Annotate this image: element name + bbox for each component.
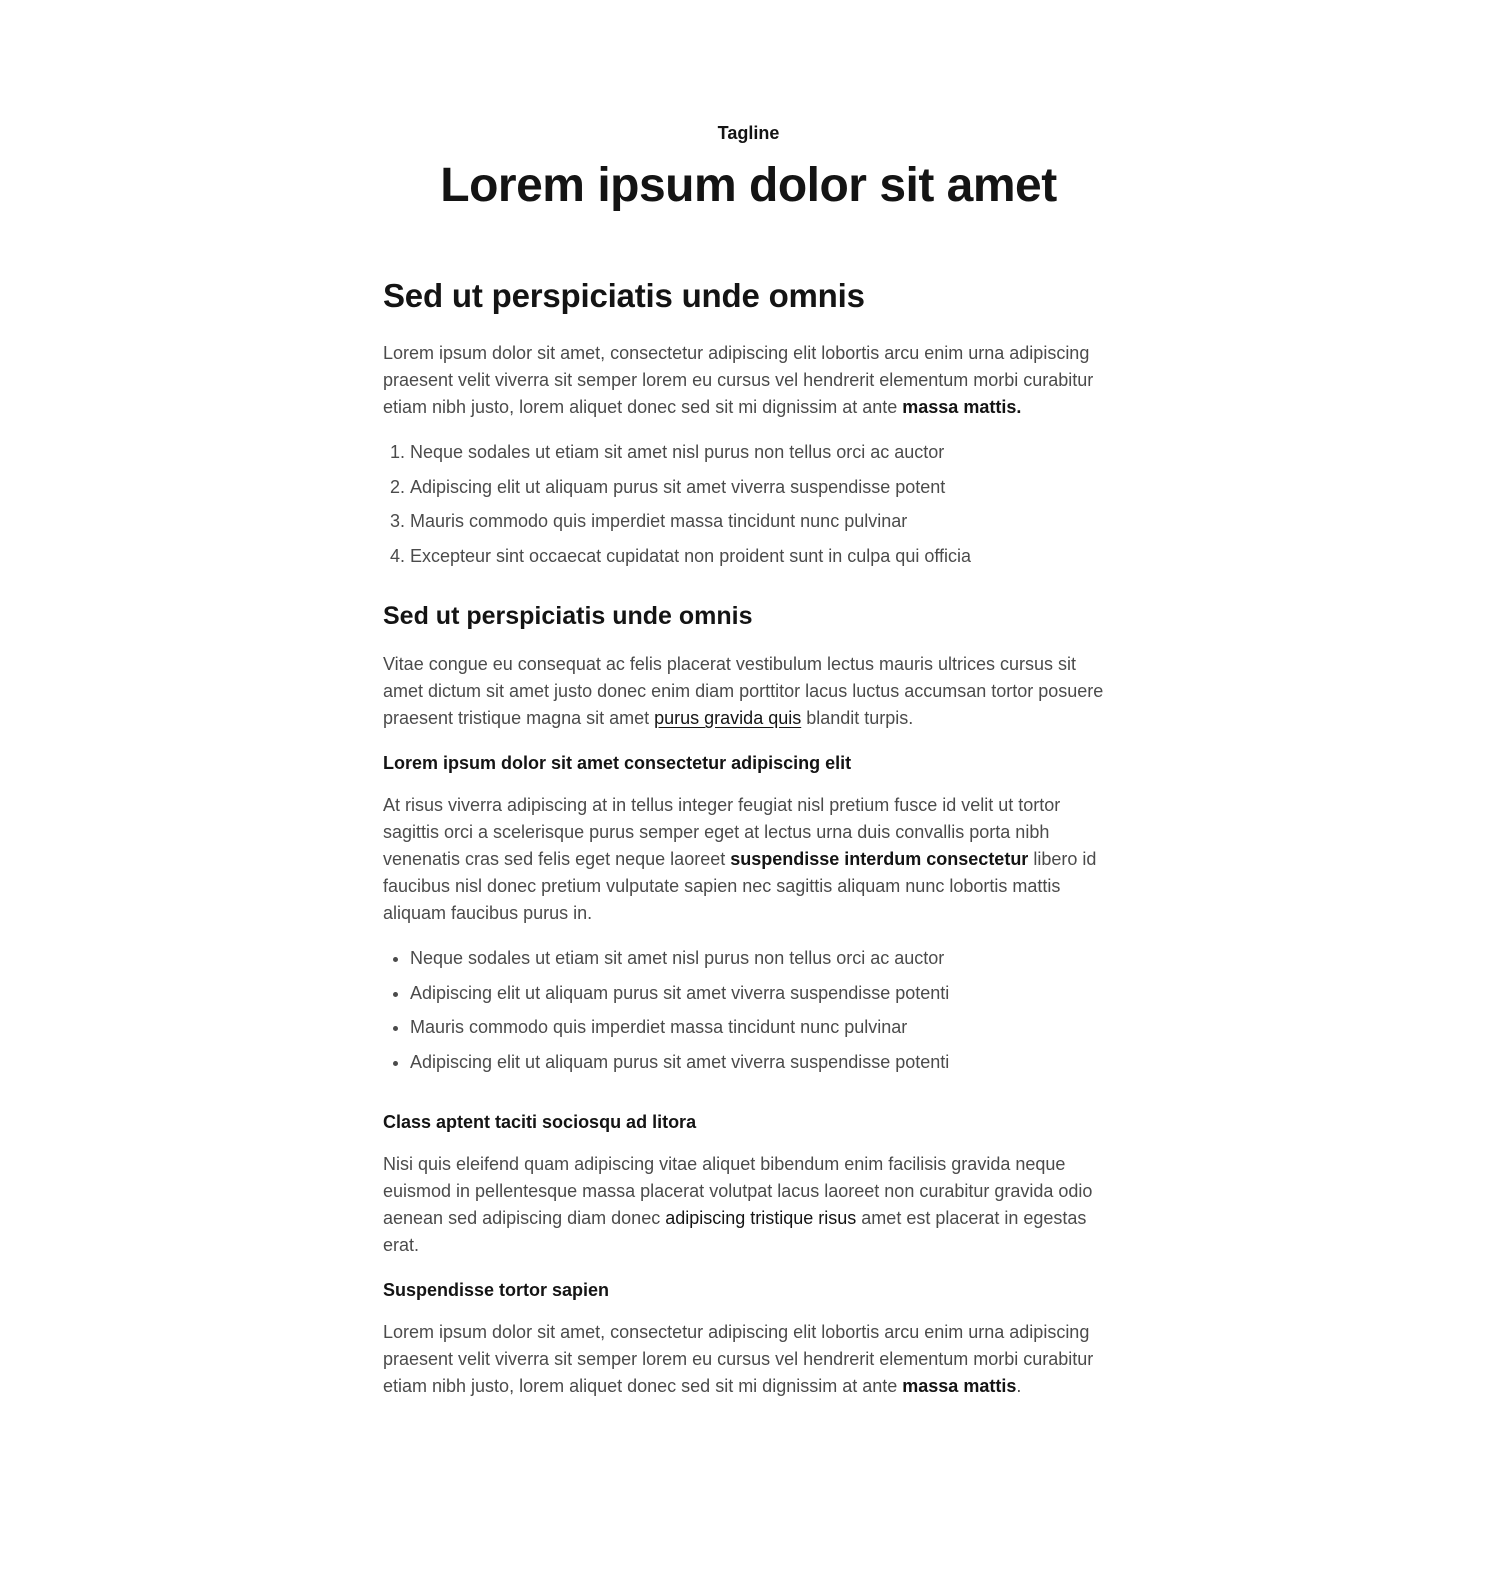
section2-paragraph-2-end: libero id faucibus nisl donec pretium vulputate sapien nec sagittis aliquam nunc lobortis mattis aliquam faucibus purus in. [383,849,1097,924]
list-item: • Mauris commodo quis imperdiet massa tincidunt nunc pulvinar [410,1014,1113,1041]
section3-paragraph-text: Nisi quis eleifend quam adipiscing vitae aliquet bibendum enim facilisis gravida neque euismod in pellentesque massa placerat volutpat lacus laoreet non curabitur gravida odio aenean sed adipiscing diam donec [383,1154,1093,1229]
section3-paragraph-highlight: adipiscing tristique risus [665,1208,857,1229]
section-heading: Sed ut perspiciatis unde omnis [383,277,865,314]
list-item: 4. Excepteur sint occaecat cupidatat non proident sunt in culpa qui officia [410,543,1113,570]
list-item: • Adipiscing elit ut aliquam purus sit amet viverra suspendisse potenti [410,980,1113,1007]
page-title: Lorem ipsum dolor sit amet [440,159,1057,212]
minor-heading: Class aptent taciti sociosqu ad litora [383,1112,697,1133]
ordered-list [383,439,1113,570]
intro-paragraph-bold: massa mattis. [902,397,1022,417]
section4-paragraph-end: . [1016,1376,1022,1397]
section4-paragraph-text: Lorem ipsum dolor sit amet, consectetur adipiscing elit lobortis arcu enim urna adipiscing praesent velit viverra sit semper lorem eu cursus vel hendrerit elementum morbi curabitur etiam nibh justo, lorem aliquet donec sed sit mi dignissim at ante [383,1322,1094,1397]
section2-paragraph-end: blandit turpis. [801,708,914,729]
section-subheading: Sed ut perspiciatis unde omnis [383,602,753,631]
article-content [383,274,1113,1418]
section4-paragraph [383,1319,1113,1400]
bullet-list [383,945,1113,1076]
list-item: 3. Mauris commodo quis imperdiet massa tincidunt nunc pulvinar [410,508,1113,535]
list-item: • Neque sodales ut etiam sit amet nisl purus non tellus orci ac auctor [410,945,1113,972]
section3-paragraph-end: amet est placerat in egestas erat. [383,1208,1087,1256]
section2-paragraph [383,651,1113,732]
section2-paragraph-2-bold: suspendisse interdum consectetur [730,849,1029,870]
section2-paragraph-2-text: At risus viverra adipiscing at in tellus integer feugiat nisl pretium fusce id velit ut tortor sagittis orci a scelerisque purus semper eget at lectus urna duis convallis porta nibh venenatis cras sed felis eget neque laoreet [383,795,1061,870]
list-item: 1. Neque sodales ut etiam sit amet nisl purus non tellus orci ac auctor [410,439,1113,466]
minor-heading: Lorem ipsum dolor sit amet consectetur adipiscing elit [383,753,852,774]
list-item: 2. Adipiscing elit ut aliquam purus sit amet viverra suspendisse potent [410,474,1113,501]
section2-paragraph-2 [383,792,1113,927]
tagline: Tagline [717,123,780,143]
list-item: • Adipiscing elit ut aliquam purus sit amet viverra suspendisse potenti [410,1049,1113,1076]
section3-paragraph [383,1151,1113,1259]
section4-paragraph-bold: massa mattis [902,1376,1017,1397]
intro-paragraph [383,340,1113,421]
minor-heading: Suspendisse tortor sapien [383,1280,610,1301]
section2-paragraph-text: Vitae congue eu consequat ac felis placerat vestibulum lectus mauris ultrices cursus sit amet dictum sit amet justo donec enim diam porttitor lacus luctus accumsan tortor posuere praesent tristique magna sit amet [383,654,1104,729]
hero [0,120,1497,214]
intro-paragraph-text: Lorem ipsum dolor sit amet, consectetur adipiscing elit lobortis arcu enim urna adipiscing praesent velit viverra sit semper lorem eu cursus vel hendrerit elementum morbi curabitur etiam nibh justo, lorem aliquet donec sed sit mi dignissim at ante [383,343,1094,417]
inline-link[interactable]: purus gravida quis [654,708,802,729]
